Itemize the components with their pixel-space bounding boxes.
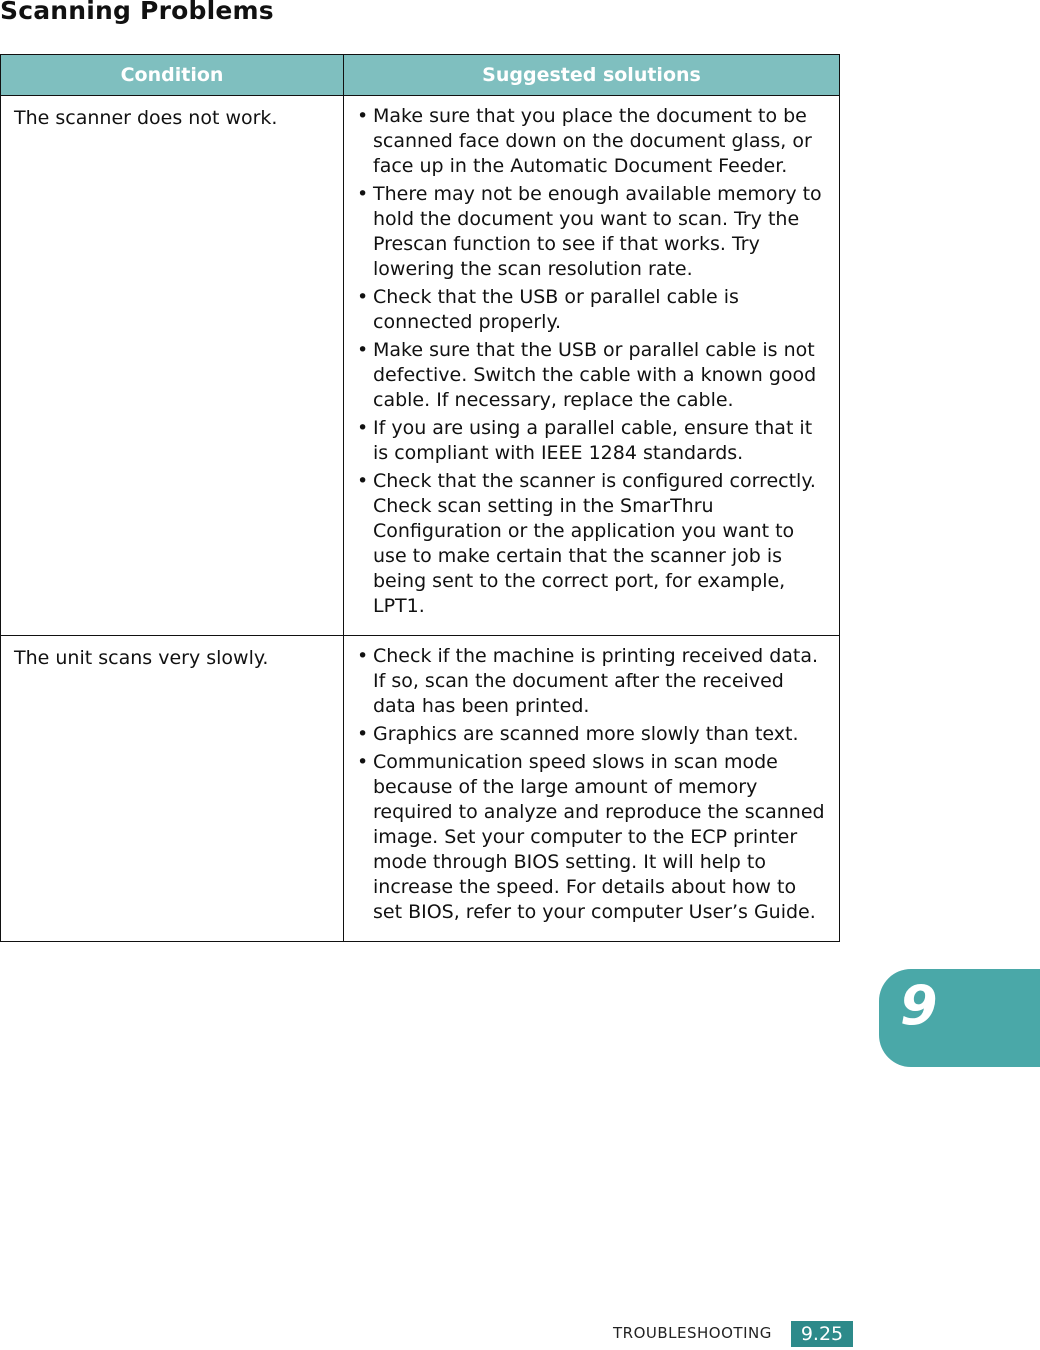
solution-item: • Make sure that you place the document to be scanned face down on the document glass, or face up in the Automatic Document Feeder. [373, 104, 827, 179]
footer-section-label: TROUBLESHOOTING [613, 1324, 772, 1342]
solution-item: • Check that the scanner is configured correctly. Check scan setting in the SmarThru Configuration or the application you want to use to make certain that the scanner job is being sent to the correct port, for example, LPT1. [373, 469, 827, 619]
solution-list [373, 644, 827, 925]
table-row [1, 636, 840, 942]
solutions-cell [344, 636, 840, 942]
solutions-cell [344, 96, 840, 636]
table-header-row [1, 55, 840, 96]
solution-item: • Communication speed slows in scan mode because of the large amount of memory required to analyze and reproduce the scanned image. Set your computer to the ECP printer mode through BIOS setting. It will help to increase the speed. For details about how to set BIOS, refer to your computer User’s Guide. [373, 750, 827, 925]
solution-item: • Check if the machine is printing received data. If so, scan the document after the received data has been printed. [373, 644, 827, 719]
chapter-number: 9 [900, 974, 938, 1037]
solution-item: • Check that the USB or parallel cable is connected properly. [373, 285, 827, 335]
condition-cell: The scanner does not work. [1, 96, 344, 636]
page-title: Scanning Problems [0, 0, 274, 25]
page-number: 9.25 [791, 1321, 853, 1347]
solution-item: • There may not be enough available memory to hold the document you want to scan. Try the Prescan function to see if that works. Try lowering the scan resolution rate. [373, 182, 827, 282]
condition-cell: The unit scans very slowly. [1, 636, 344, 942]
troubleshooting-table [0, 54, 840, 942]
solution-item: • If you are using a parallel cable, ensure that it is compliant with IEEE 1284 standards. [373, 416, 827, 466]
solution-list [373, 104, 827, 619]
solution-item: • Graphics are scanned more slowly than text. [373, 722, 827, 747]
condition-column-header: Condition [1, 55, 344, 96]
solutions-column-header: Suggested solutions [344, 55, 840, 96]
solution-item: • Make sure that the USB or parallel cable is not defective. Switch the cable with a known good cable. If necessary, replace the cable. [373, 338, 827, 413]
table-row [1, 96, 840, 636]
